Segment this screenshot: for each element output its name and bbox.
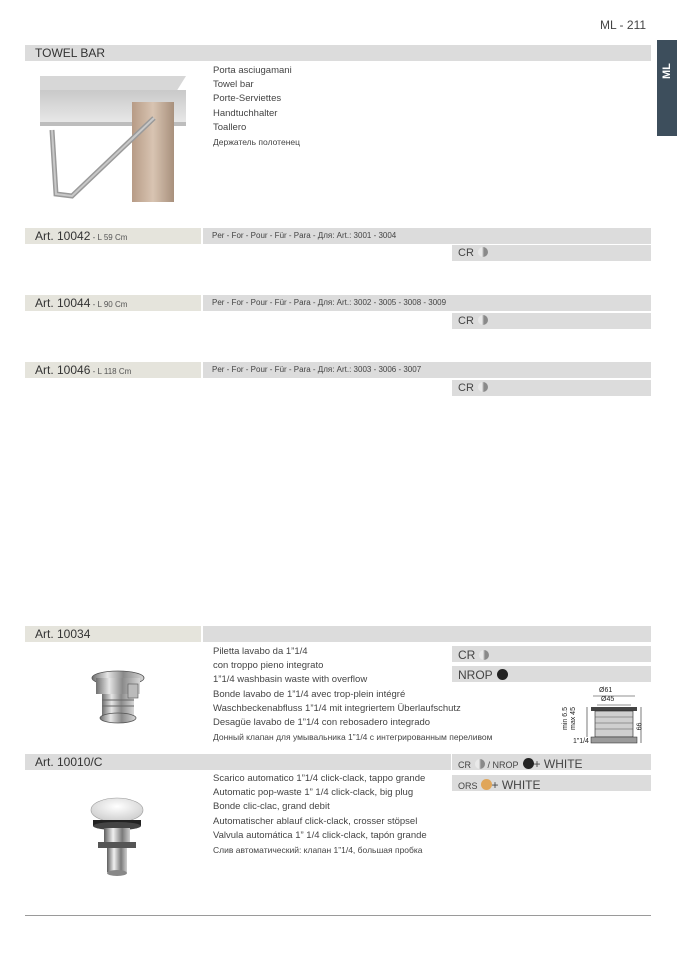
article-10044-finish: CR: [452, 313, 651, 329]
article-10044-compat: Per - For - Pour - Für - Para - Для: Art.: 3002 - 3005 - 3008 - 3009: [203, 295, 651, 311]
waste-finish-nrop: NROP: [452, 666, 651, 682]
washbasin-waste-image: [88, 668, 148, 730]
black-swatch-icon: [523, 758, 534, 769]
article-code: Art. 10010/C: [35, 755, 103, 769]
chrome-swatch-icon: [478, 315, 488, 325]
article-code: Art. 10044 - L 90 Cm: [35, 296, 128, 310]
dim-d45: Ø45: [601, 696, 615, 703]
desc-es: Toallero: [213, 121, 247, 133]
article-10042-finish: CR: [452, 245, 651, 261]
article-10042-bar: [25, 228, 201, 244]
towel-bar-image: [36, 72, 188, 204]
desc-en: Towel bar: [213, 79, 254, 91]
gold-swatch-icon: [481, 779, 492, 790]
popup-finish-1: CR / NROP + WHITE: [452, 754, 651, 770]
dim-d61: Ø61: [599, 687, 613, 694]
chrome-swatch-icon: [475, 759, 485, 769]
article-10010c-bar: [25, 754, 451, 770]
desc-ru: Держатель полотенец: [213, 137, 300, 148]
desc-fr: Porte-Serviettes: [213, 93, 282, 105]
dim-height: 66: [636, 722, 644, 731]
dim-max: max 45: [569, 707, 577, 730]
waste-description: Piletta lavabo da 1”1/4 con troppo pieno integrato 1”1/4 washbasin waste with overflow Bonde lavabo de 1”1/4 avec trop-plein intégré Waschbeckenabfluss 1”1/4 mit integriertem Überlaufschutz Desagüe lavabo de 1”1/4 con rebosadero integrado Донный клапан для умывальника 1”1/4 с интегрированным переливом: [213, 646, 493, 743]
article-10046-finish: CR: [452, 380, 651, 396]
article-10042-compat: Per - For - Pour - Für - Para - Для: Art.: 3001 - 3004: [203, 228, 651, 244]
section-title: TOWEL BAR: [35, 46, 106, 60]
popup-finish-2: ORS + WHITE: [452, 775, 651, 791]
waste-finish-cr: CR: [452, 646, 651, 662]
article-10046-compat: Per - For - Pour - Für - Para - Для: Art.: 3003 - 3006 - 3007: [203, 362, 651, 378]
article-10046-bar: [25, 362, 201, 378]
page-number: ML - 211: [600, 18, 647, 32]
section-title-bar: [25, 45, 651, 61]
towel-bar-description: [213, 64, 300, 149]
article-code: Art. 10042 - L 59 Cm: [35, 229, 128, 243]
popup-waste-image: [88, 796, 146, 878]
chrome-swatch-icon: [479, 650, 489, 660]
waste-technical-drawing: [563, 685, 649, 751]
black-swatch-icon: [497, 669, 508, 680]
article-code: Art. 10034: [35, 627, 91, 641]
chrome-swatch-icon: [478, 382, 488, 392]
article-10044-bar: [25, 295, 201, 311]
article-code: Art. 10046 - L 118 Cm: [35, 363, 132, 377]
dim-min: min 6.5: [561, 707, 569, 730]
article-10034-bar: [25, 626, 201, 642]
footer-divider: [25, 915, 651, 916]
chrome-swatch-icon: [478, 247, 488, 257]
desc-it: Porta asciugamani: [213, 65, 292, 76]
desc-de: Handtuchhalter: [213, 107, 278, 119]
article-10034-bar-right: [203, 626, 651, 642]
side-tab-label: ML: [661, 63, 673, 79]
side-tab: [657, 40, 677, 136]
popup-description: Scarico automatico 1”1/4 click-clack, tappo grande Automatic pop-waste 1” 1/4 click-clack, big plug Bonde clic-clac, grand debit Automatischer ablauf click-clack, crosser stöpsel Valvula automática 1” 1/4 click-clack, tapón grande Слив автоматический: клапан 1”1/4, большая пробка: [213, 773, 427, 856]
dim-thread: 1”1/4: [573, 738, 589, 745]
